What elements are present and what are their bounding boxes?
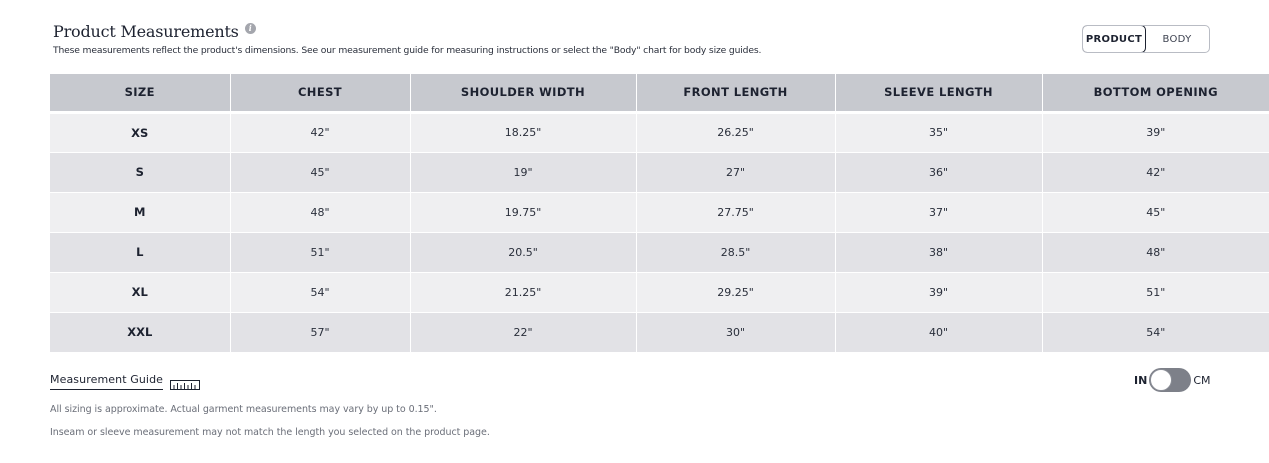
- column-header-chest: CHEST: [230, 74, 410, 112]
- sleeve-length-cell: 35": [835, 112, 1042, 152]
- bottom-opening-cell: 48": [1042, 232, 1269, 272]
- ruler-icon: [170, 375, 200, 385]
- size-chart-table: [50, 74, 1269, 353]
- shoulder-width-cell: 21.25": [410, 272, 636, 312]
- page-title: [53, 22, 256, 41]
- chest-cell: 51": [230, 232, 410, 272]
- unit-switch: [1134, 368, 1210, 392]
- chest-cell: 42": [230, 112, 410, 152]
- product-toggle-button[interactable]: PRODUCT: [1082, 25, 1146, 53]
- sleeve-length-cell: 40": [835, 312, 1042, 352]
- sleeve-length-cell: 37": [835, 192, 1042, 232]
- table-row: [50, 112, 1269, 152]
- chest-cell: 54": [230, 272, 410, 312]
- chest-cell: 48": [230, 192, 410, 232]
- table-row: [50, 232, 1269, 272]
- shoulder-width-cell: 19": [410, 152, 636, 192]
- measurement-guide-link[interactable]: [50, 373, 200, 390]
- bottom-opening-cell: 51": [1042, 272, 1269, 312]
- unit-toggle-switch[interactable]: [1149, 368, 1191, 392]
- chart-view-toggle: [1082, 25, 1210, 53]
- size-cell: L: [50, 232, 230, 272]
- page-subtitle: These measurements reflect the product's dimensions. See our measurement guide for measuring instructions or select the "Body" chart for body size guides.: [53, 45, 762, 56]
- size-cell: XS: [50, 112, 230, 152]
- table-row: [50, 192, 1269, 232]
- size-cell: XL: [50, 272, 230, 312]
- shoulder-width-cell: 20.5": [410, 232, 636, 272]
- unit-toggle-knob[interactable]: [1150, 369, 1172, 391]
- size-cell: XXL: [50, 312, 230, 352]
- table-row: [50, 272, 1269, 312]
- measurement-guide-label[interactable]: Measurement Guide: [50, 373, 163, 390]
- front-length-cell: 26.25": [636, 112, 835, 152]
- info-icon[interactable]: i: [245, 23, 256, 34]
- shoulder-width-cell: 19.75": [410, 192, 636, 232]
- sleeve-length-cell: 38": [835, 232, 1042, 272]
- bottom-opening-cell: 39": [1042, 112, 1269, 152]
- front-length-cell: 30": [636, 312, 835, 352]
- column-header-size: SIZE: [50, 74, 230, 112]
- column-header-shoulder-width: SHOULDER WIDTH: [410, 74, 636, 112]
- size-cell: S: [50, 152, 230, 192]
- unit-in-label: IN: [1134, 373, 1148, 387]
- chest-cell: 57": [230, 312, 410, 352]
- inseam-note: Inseam or sleeve measurement may not match the length you selected on the product page.: [50, 427, 490, 438]
- shoulder-width-cell: 22": [410, 312, 636, 352]
- body-toggle-button[interactable]: BODY: [1162, 33, 1192, 45]
- size-cell: M: [50, 192, 230, 232]
- table-row: [50, 312, 1269, 352]
- column-header-sleeve-length: SLEEVE LENGTH: [835, 74, 1042, 112]
- unit-cm-label: CM: [1193, 373, 1211, 387]
- sleeve-length-cell: 36": [835, 152, 1042, 192]
- bottom-opening-cell: 42": [1042, 152, 1269, 192]
- column-header-bottom-opening: BOTTOM OPENING: [1042, 74, 1269, 112]
- bottom-opening-cell: 54": [1042, 312, 1269, 352]
- approximation-note: All sizing is approximate. Actual garment measurements may vary by up to 0.15".: [50, 404, 437, 415]
- chest-cell: 45": [230, 152, 410, 192]
- table-header-row: [50, 74, 1269, 112]
- shoulder-width-cell: 18.25": [410, 112, 636, 152]
- front-length-cell: 27.75": [636, 192, 835, 232]
- page-title-text: Product Measurements: [53, 22, 239, 41]
- column-header-front-length: FRONT LENGTH: [636, 74, 835, 112]
- table-row: [50, 152, 1269, 192]
- front-length-cell: 29.25": [636, 272, 835, 312]
- front-length-cell: 27": [636, 152, 835, 192]
- front-length-cell: 28.5": [636, 232, 835, 272]
- sleeve-length-cell: 39": [835, 272, 1042, 312]
- bottom-opening-cell: 45": [1042, 192, 1269, 232]
